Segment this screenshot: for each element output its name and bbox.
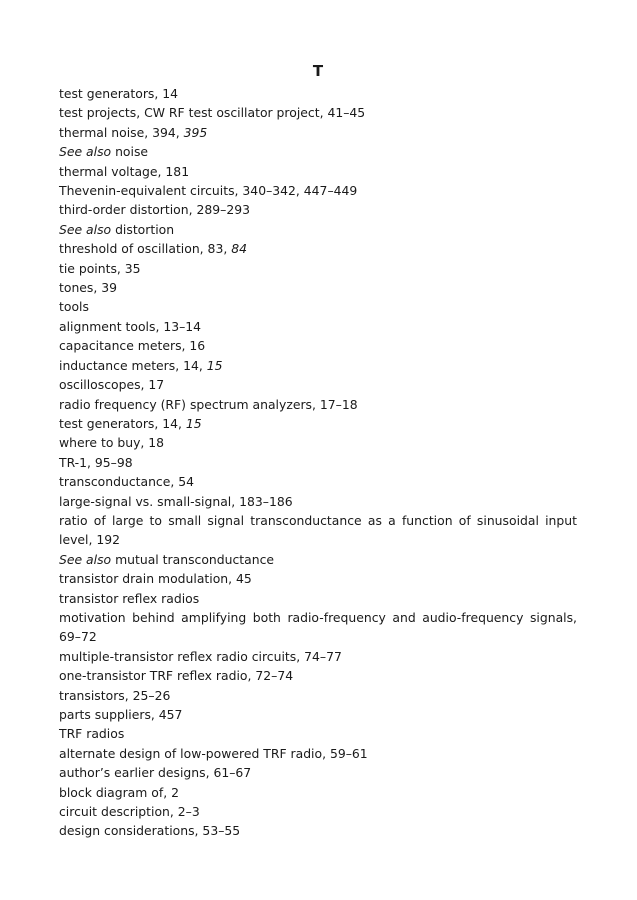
index-entry xyxy=(59,550,577,569)
index-entry xyxy=(59,239,577,258)
index-entry-italic-text: 15 xyxy=(206,357,223,373)
index-entry-text: transistors, 25–26 xyxy=(59,687,171,703)
index-entry-italic-text: 395 xyxy=(183,124,208,140)
index-entry-text: Thevenin-equivalent circuits, 340–342, 447–449 xyxy=(59,183,358,199)
index-entry-text: thermal noise, 394, xyxy=(59,124,184,140)
index-entry-text: transconductance, 54 xyxy=(59,474,195,490)
index-entry-text: block diagram of, 2 xyxy=(59,784,179,800)
index-entry-text: TRF radios xyxy=(59,726,125,742)
index-entry-italic-text: 15 xyxy=(185,415,202,431)
index-entry-text: TR-1, 95–98 xyxy=(59,454,133,470)
index-entry xyxy=(59,705,577,724)
index-entry-text: capacitance meters, 16 xyxy=(59,338,206,354)
index-entry xyxy=(59,142,577,161)
index-entry xyxy=(59,783,577,802)
index-entry-text: test generators, 14 xyxy=(59,86,179,101)
index-entry-text: noise xyxy=(111,144,149,160)
index-entry-text: inductance meters, 14, xyxy=(59,357,207,373)
index-entry xyxy=(59,744,577,763)
index-entry-text: alternate design of low-powered TRF radio, 59–61 xyxy=(59,745,368,761)
index-entry-text: author’s earlier designs, 61–67 xyxy=(59,765,252,781)
index-entry-text: one-transistor TRF reflex radio, 72–74 xyxy=(59,668,294,684)
index-entry xyxy=(59,569,577,588)
index-entry xyxy=(59,181,577,200)
index-entry xyxy=(59,123,577,142)
index-entry xyxy=(59,472,577,491)
index-entry xyxy=(59,647,577,666)
index-entry xyxy=(59,433,577,452)
index-entry-text: parts suppliers, 457 xyxy=(59,707,183,722)
index-entry-italic-text: See also xyxy=(59,221,112,237)
index-entry-text: distortion xyxy=(111,221,175,237)
index-entry xyxy=(59,724,577,743)
index-entry xyxy=(59,200,577,219)
index-entry-text: oscilloscopes, 17 xyxy=(59,377,165,393)
index-entry-text: circuit description, 2–3 xyxy=(59,804,200,820)
index-entry xyxy=(59,375,577,394)
index-entry xyxy=(59,492,577,511)
index-entry xyxy=(59,162,577,181)
index-entry-italic-text: See also xyxy=(59,551,112,567)
index-entry-text: motivation behind amplifying both radio-frequency and audio-frequency signals, 69–72 xyxy=(59,609,577,645)
index-entry xyxy=(59,356,577,375)
index-entry xyxy=(59,608,577,647)
index-entry-italic-text: 84 xyxy=(231,241,247,257)
index-entry-text: test generators, 14, xyxy=(59,415,186,431)
index-entry-text: threshold of oscillation, 83, xyxy=(59,241,232,257)
index-entry xyxy=(59,297,577,316)
index-entry xyxy=(59,453,577,472)
index-entry-text: transistor reflex radios xyxy=(59,590,200,606)
index-entry-text: design considerations, 53–55 xyxy=(59,823,241,839)
index-entry xyxy=(59,220,577,239)
index-entry xyxy=(59,259,577,278)
index-entry xyxy=(59,763,577,782)
index-entry-text: thermal voltage, 181 xyxy=(59,163,190,179)
index-entry xyxy=(59,395,577,414)
index-entry xyxy=(59,686,577,705)
index-entry-text: radio frequency (RF) spectrum analyzers, 17–18 xyxy=(59,396,358,412)
index-entry xyxy=(59,278,577,297)
index-entry xyxy=(59,317,577,336)
index-entry xyxy=(59,103,577,122)
index-entry xyxy=(59,414,577,433)
index-entry-text: transistor drain modulation, 45 xyxy=(59,571,252,587)
index-entry-text: alignment tools, 13–14 xyxy=(59,318,202,334)
index-entry-text: large-signal vs. small-signal, 183–186 xyxy=(59,493,293,509)
index-entry-text: third-order distortion, 289–293 xyxy=(59,202,250,218)
index-entry-text: multiple-transistor reflex radio circuits, 74–77 xyxy=(59,648,342,664)
index-entry-text: ratio of large to small signal transconductance as a function of sinusoidal input level, 192 xyxy=(59,512,577,548)
index-letter-heading: T xyxy=(312,62,324,80)
index-page xyxy=(59,62,577,841)
index-entry xyxy=(59,802,577,821)
index-entry-text: tools xyxy=(59,299,89,315)
index-entry xyxy=(59,511,577,550)
index-entry-italic-text: See also xyxy=(59,144,112,160)
index-entry-text: mutual transconductance xyxy=(111,551,275,567)
index-entry xyxy=(59,821,577,840)
index-entry-text: test projects, CW RF test oscillator project, 41–45 xyxy=(59,105,366,121)
index-entry-text: tie points, 35 xyxy=(59,260,141,276)
index-entry xyxy=(59,589,577,608)
index-entry-text: tones, 39 xyxy=(59,280,118,296)
index-entry xyxy=(59,336,577,355)
index-entry xyxy=(59,84,577,103)
index-entry-list xyxy=(59,84,577,841)
index-entry-text: where to buy, 18 xyxy=(59,435,165,451)
index-entry xyxy=(59,666,577,685)
